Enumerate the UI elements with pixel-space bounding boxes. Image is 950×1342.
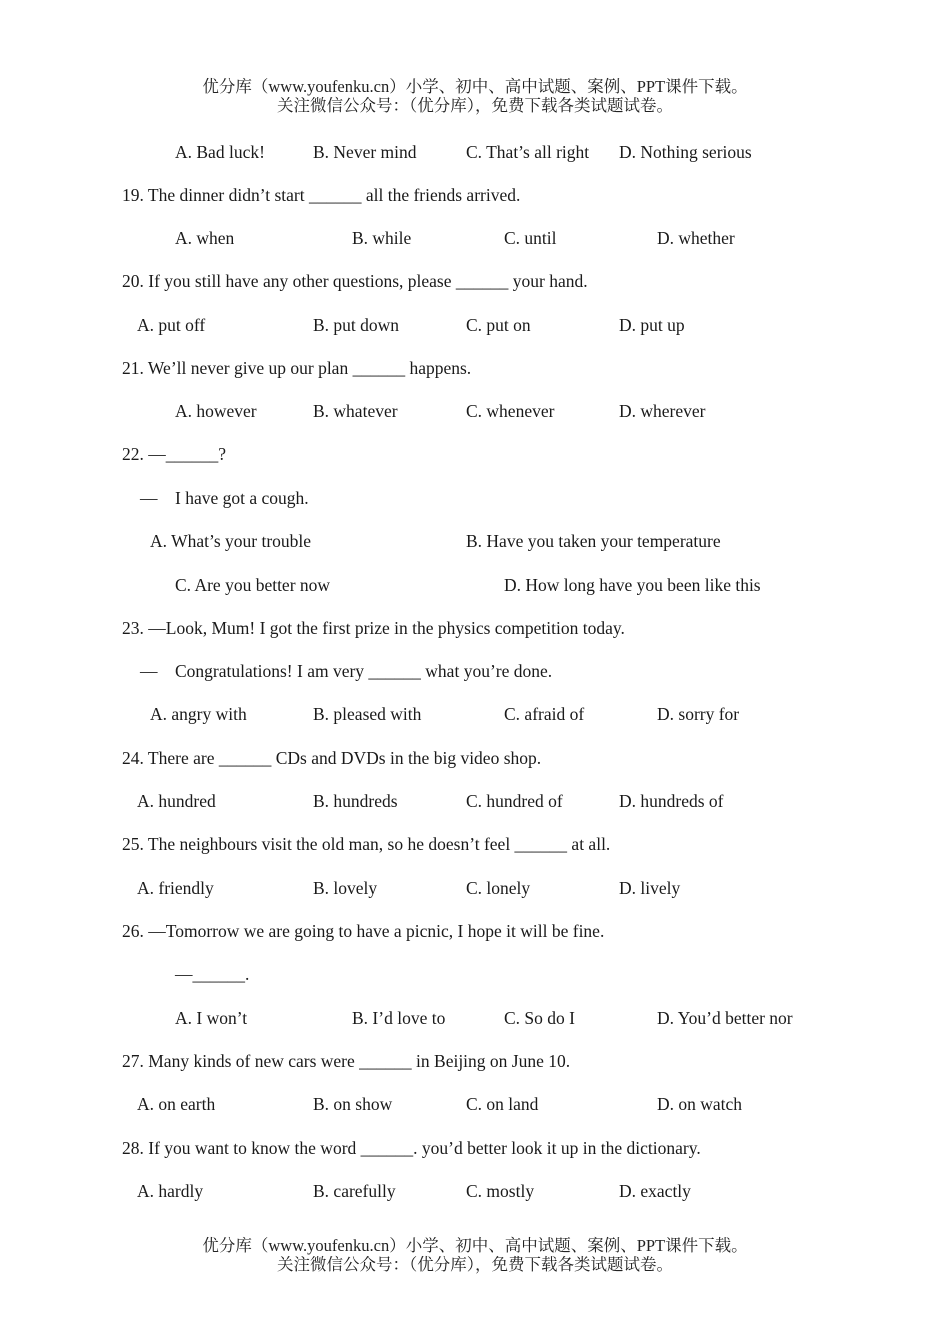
q24-option-b: B. hundreds xyxy=(313,791,398,811)
q20-option-b: B. put down xyxy=(313,315,400,335)
footer-line-2: 关注微信公众号：（优分库），免费下载各类试题试卷。 xyxy=(277,1255,673,1274)
q23-option-b: B. pleased with xyxy=(313,704,422,724)
q21-option-c: C. whenever xyxy=(466,401,555,421)
q21-question: 21. We’ll never give up our plan ______ happens. xyxy=(122,358,472,378)
q19-option-c: C. until xyxy=(504,228,557,248)
q27-option-a: A. on earth xyxy=(137,1094,216,1114)
q23-option-d: D. sorry for xyxy=(657,704,740,724)
page-footer xyxy=(0,1236,950,1274)
q24-option-c: C. hundred of xyxy=(466,791,563,811)
q23-question: 23. —Look, Mum! I got the first prize in the physics competition today. xyxy=(122,618,625,638)
q20-option-a: A. put off xyxy=(137,315,206,335)
q24-option-a: A. hundred xyxy=(137,791,216,811)
footer-line-1: 优分库（www.youfenku.cn）小学、初中、高中试题、案例、PPT课件下载。 xyxy=(202,1236,748,1255)
q21-option-a: A. however xyxy=(175,401,257,421)
q18-option-b: B. Never mind xyxy=(313,142,417,162)
q19-question: 19. The dinner didn’t start ______ all the friends arrived. xyxy=(122,185,521,205)
q25-question: 25. The neighbours visit the old man, so he doesn’t feel ______ at all. xyxy=(122,834,611,854)
q28-option-c: C. mostly xyxy=(466,1181,535,1201)
q25-option-b: B. lovely xyxy=(313,878,378,898)
q26-reply: —______. xyxy=(175,964,250,984)
q23-option-c: C. afraid of xyxy=(504,704,585,724)
q24-question: 24. There are ______ CDs and DVDs in the big video shop. xyxy=(122,748,542,768)
q21-option-d: D. wherever xyxy=(619,401,706,421)
q26-option-b: B. I’d love to xyxy=(352,1008,446,1028)
q23-reply: Congratulations! I am very ______ what you’re done. xyxy=(175,661,553,681)
q18-option-a: A. Bad luck! xyxy=(175,142,265,162)
q22-reply-dash: — xyxy=(140,488,158,508)
q27-question: 27. Many kinds of new cars were ______ in Beijing on June 10. xyxy=(122,1051,571,1071)
q20-option-c: C. put on xyxy=(466,315,531,335)
q27-option-c: C. on land xyxy=(466,1094,539,1114)
q26-question: 26. —Tomorrow we are going to have a picnic, I hope it will be fine. xyxy=(122,921,605,941)
header-line-1: 优分库（www.youfenku.cn）小学、初中、高中试题、案例、PPT课件下载。 xyxy=(202,77,748,96)
q22-question: 22. —______? xyxy=(122,444,227,464)
q22-option-c: C. Are you better now xyxy=(175,575,331,595)
q22-option-d: D. How long have you been like this xyxy=(504,575,761,595)
q19-option-a: A. when xyxy=(175,228,235,248)
q23-option-a: A. angry with xyxy=(150,704,247,724)
q28-option-a: A. hardly xyxy=(137,1181,204,1201)
q24-option-d: D. hundreds of xyxy=(619,791,724,811)
q20-question: 20. If you still have any other questions, please ______ your hand. xyxy=(122,271,588,291)
q28-option-b: B. carefully xyxy=(313,1181,396,1201)
q26-option-a: A. I won’t xyxy=(175,1008,248,1028)
q20-option-d: D. put up xyxy=(619,315,685,335)
q26-option-c: C. So do I xyxy=(504,1008,575,1028)
page-header xyxy=(0,77,950,115)
q18-option-c: C. That’s all right xyxy=(466,142,590,162)
q22-option-b: B. Have you taken your temperature xyxy=(466,531,721,551)
q28-option-d: D. exactly xyxy=(619,1181,691,1201)
q27-option-d: D. on watch xyxy=(657,1094,743,1114)
header-line-2: 关注微信公众号：（优分库），免费下载各类试题试卷。 xyxy=(277,96,673,115)
q18-option-d: D. Nothing serious xyxy=(619,142,752,162)
q22-reply: I have got a cough. xyxy=(175,488,309,508)
q19-option-d: D. whether xyxy=(657,228,735,248)
q28-question: 28. If you want to know the word ______. you’d better look it up in the dictionary. xyxy=(122,1138,701,1158)
q27-option-b: B. on show xyxy=(313,1094,393,1114)
q25-option-d: D. lively xyxy=(619,878,681,898)
q26-option-d: D. You’d better nor xyxy=(657,1008,793,1028)
q23-reply-dash: — xyxy=(140,661,158,681)
q25-option-c: C. lonely xyxy=(466,878,531,898)
q19-option-b: B. while xyxy=(352,228,412,248)
q21-option-b: B. whatever xyxy=(313,401,398,421)
q25-option-a: A. friendly xyxy=(137,878,214,898)
q22-option-a: A. What’s your trouble xyxy=(150,531,312,551)
